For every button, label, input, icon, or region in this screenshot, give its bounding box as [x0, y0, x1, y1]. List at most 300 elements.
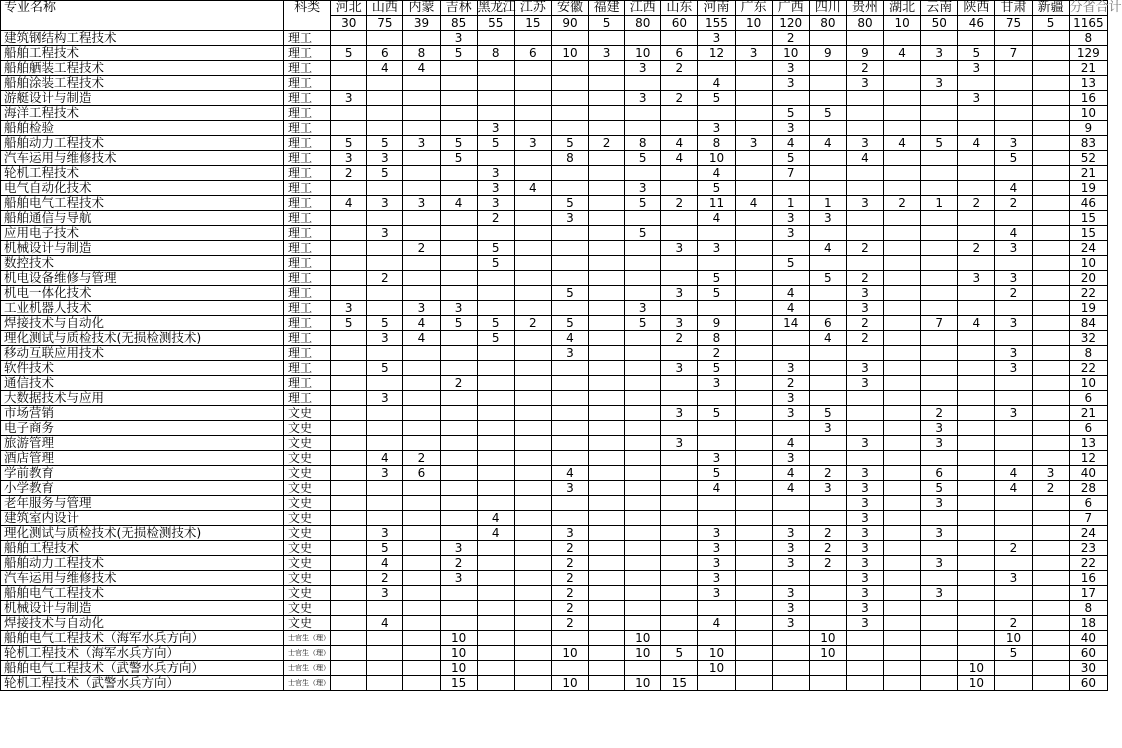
- quota-cell[interactable]: [331, 346, 367, 361]
- quota-cell[interactable]: 6: [514, 46, 551, 61]
- quota-cell[interactable]: [331, 646, 367, 661]
- quota-cell[interactable]: [995, 496, 1032, 511]
- quota-cell[interactable]: [331, 61, 367, 76]
- quota-cell[interactable]: 4: [958, 136, 995, 151]
- quota-cell[interactable]: 5: [331, 46, 367, 61]
- quota-cell[interactable]: [440, 181, 477, 196]
- quota-cell[interactable]: [514, 241, 551, 256]
- quota-cell[interactable]: [1032, 286, 1069, 301]
- quota-cell[interactable]: [1032, 151, 1069, 166]
- quota-cell[interactable]: 3: [551, 211, 588, 226]
- quota-cell[interactable]: [1032, 376, 1069, 391]
- quota-cell[interactable]: [625, 541, 661, 556]
- quota-cell[interactable]: [440, 91, 477, 106]
- quota-cell[interactable]: [551, 121, 588, 136]
- quota-cell[interactable]: [589, 376, 625, 391]
- quota-cell[interactable]: [514, 466, 551, 481]
- quota-cell[interactable]: 3: [551, 346, 588, 361]
- quota-cell[interactable]: [921, 211, 958, 226]
- quota-cell[interactable]: [440, 421, 477, 436]
- quota-cell[interactable]: 15: [661, 676, 698, 691]
- row-total-cell[interactable]: 129: [1069, 46, 1107, 61]
- quota-cell[interactable]: [477, 586, 514, 601]
- quota-cell[interactable]: 7: [921, 316, 958, 331]
- quota-cell[interactable]: [809, 151, 846, 166]
- quota-cell[interactable]: [735, 91, 772, 106]
- quota-cell[interactable]: [661, 481, 698, 496]
- province-header[interactable]: 福建: [589, 1, 625, 16]
- quota-cell[interactable]: [331, 256, 367, 271]
- quota-cell[interactable]: [403, 556, 440, 571]
- quota-cell[interactable]: [772, 631, 809, 646]
- quota-cell[interactable]: [921, 31, 958, 46]
- quota-cell[interactable]: [995, 121, 1032, 136]
- quota-cell[interactable]: 2: [1032, 481, 1069, 496]
- quota-cell[interactable]: [661, 661, 698, 676]
- quota-cell[interactable]: [477, 271, 514, 286]
- province-header[interactable]: 广西: [772, 1, 809, 16]
- quota-cell[interactable]: 9: [846, 46, 883, 61]
- quota-cell[interactable]: [514, 76, 551, 91]
- quota-cell[interactable]: 3: [698, 586, 735, 601]
- quota-cell[interactable]: [625, 586, 661, 601]
- major-name-cell[interactable]: 焊接技术与自动化: [1, 616, 284, 631]
- quota-cell[interactable]: [477, 616, 514, 631]
- category-cell[interactable]: 理工: [284, 46, 331, 61]
- province-header[interactable]: 贵州: [846, 1, 883, 16]
- quota-cell[interactable]: 3: [661, 241, 698, 256]
- quota-cell[interactable]: [589, 76, 625, 91]
- quota-cell[interactable]: 3: [661, 286, 698, 301]
- quota-cell[interactable]: [625, 106, 661, 121]
- quota-cell[interactable]: 2: [995, 286, 1032, 301]
- quota-cell[interactable]: [661, 301, 698, 316]
- quota-cell[interactable]: 3: [367, 151, 403, 166]
- quota-cell[interactable]: [884, 391, 921, 406]
- quota-cell[interactable]: [331, 451, 367, 466]
- major-name-cell[interactable]: 船舶动力工程技术: [1, 556, 284, 571]
- quota-cell[interactable]: [846, 631, 883, 646]
- quota-cell[interactable]: [661, 391, 698, 406]
- quota-cell[interactable]: [846, 346, 883, 361]
- quota-cell[interactable]: [403, 406, 440, 421]
- row-total-cell[interactable]: 13: [1069, 76, 1107, 91]
- quota-cell[interactable]: [661, 556, 698, 571]
- quota-cell[interactable]: 4: [698, 211, 735, 226]
- quota-cell[interactable]: [589, 601, 625, 616]
- quota-cell[interactable]: [551, 361, 588, 376]
- quota-cell[interactable]: [1032, 541, 1069, 556]
- category-cell[interactable]: 理工: [284, 76, 331, 91]
- quota-cell[interactable]: [921, 121, 958, 136]
- quota-cell[interactable]: [995, 301, 1032, 316]
- quota-cell[interactable]: [514, 61, 551, 76]
- quota-cell[interactable]: 12: [698, 46, 735, 61]
- province-header[interactable]: 新疆: [1032, 1, 1069, 16]
- quota-cell[interactable]: 3: [772, 556, 809, 571]
- quota-cell[interactable]: 5: [477, 241, 514, 256]
- quota-cell[interactable]: [477, 661, 514, 676]
- quota-cell[interactable]: [589, 436, 625, 451]
- quota-cell[interactable]: 3: [846, 76, 883, 91]
- quota-cell[interactable]: 2: [698, 346, 735, 361]
- major-name-cell[interactable]: 小学教育: [1, 481, 284, 496]
- quota-cell[interactable]: [625, 481, 661, 496]
- quota-cell[interactable]: [921, 391, 958, 406]
- quota-cell[interactable]: [440, 211, 477, 226]
- quota-cell[interactable]: [331, 586, 367, 601]
- quota-cell[interactable]: [995, 31, 1032, 46]
- quota-cell[interactable]: 5: [958, 46, 995, 61]
- quota-cell[interactable]: [884, 301, 921, 316]
- quota-cell[interactable]: [589, 196, 625, 211]
- quota-cell[interactable]: 3: [772, 76, 809, 91]
- quota-cell[interactable]: 3: [846, 376, 883, 391]
- quota-cell[interactable]: [589, 106, 625, 121]
- quota-cell[interactable]: 9: [698, 316, 735, 331]
- quota-cell[interactable]: 3: [440, 571, 477, 586]
- major-name-cell[interactable]: 机械设计与制造: [1, 601, 284, 616]
- quota-cell[interactable]: [661, 211, 698, 226]
- quota-cell[interactable]: 3: [367, 391, 403, 406]
- quota-cell[interactable]: [625, 241, 661, 256]
- quota-cell[interactable]: [698, 601, 735, 616]
- quota-cell[interactable]: 10: [440, 661, 477, 676]
- quota-cell[interactable]: [995, 421, 1032, 436]
- quota-cell[interactable]: [661, 511, 698, 526]
- category-cell[interactable]: 文史: [284, 481, 331, 496]
- quota-cell[interactable]: [514, 586, 551, 601]
- major-name-cell[interactable]: 游艇设计与制造: [1, 91, 284, 106]
- province-quota-cell[interactable]: 85: [440, 16, 477, 31]
- quota-cell[interactable]: [403, 571, 440, 586]
- quota-cell[interactable]: 4: [698, 76, 735, 91]
- province-quota-cell[interactable]: 80: [846, 16, 883, 31]
- quota-cell[interactable]: [589, 406, 625, 421]
- quota-cell[interactable]: [514, 196, 551, 211]
- quota-cell[interactable]: [551, 451, 588, 466]
- quota-cell[interactable]: [589, 481, 625, 496]
- category-cell[interactable]: 文史: [284, 406, 331, 421]
- quota-cell[interactable]: [958, 121, 995, 136]
- quota-cell[interactable]: [514, 256, 551, 271]
- quota-cell[interactable]: 3: [995, 346, 1032, 361]
- quota-cell[interactable]: 3: [772, 226, 809, 241]
- quota-cell[interactable]: [958, 421, 995, 436]
- quota-cell[interactable]: [884, 151, 921, 166]
- quota-cell[interactable]: [661, 226, 698, 241]
- quota-cell[interactable]: [403, 436, 440, 451]
- quota-cell[interactable]: [735, 106, 772, 121]
- quota-cell[interactable]: [1032, 571, 1069, 586]
- quota-cell[interactable]: [331, 466, 367, 481]
- quota-cell[interactable]: [809, 451, 846, 466]
- quota-cell[interactable]: [514, 496, 551, 511]
- quota-cell[interactable]: 10: [958, 676, 995, 691]
- category-cell[interactable]: 理工: [284, 31, 331, 46]
- quota-cell[interactable]: [514, 376, 551, 391]
- major-name-cell[interactable]: 船舶通信与导航: [1, 211, 284, 226]
- quota-cell[interactable]: 3: [995, 271, 1032, 286]
- quota-cell[interactable]: [1032, 661, 1069, 676]
- quota-cell[interactable]: 3: [921, 496, 958, 511]
- quota-cell[interactable]: 2: [331, 166, 367, 181]
- quota-cell[interactable]: [403, 421, 440, 436]
- quota-cell[interactable]: 5: [772, 106, 809, 121]
- quota-cell[interactable]: 4: [661, 151, 698, 166]
- quota-cell[interactable]: [809, 256, 846, 271]
- quota-cell[interactable]: [772, 181, 809, 196]
- quota-cell[interactable]: [477, 466, 514, 481]
- quota-cell[interactable]: [884, 466, 921, 481]
- quota-cell[interactable]: [958, 361, 995, 376]
- quota-cell[interactable]: [625, 166, 661, 181]
- quota-cell[interactable]: [884, 571, 921, 586]
- quota-cell[interactable]: [589, 346, 625, 361]
- quota-cell[interactable]: 3: [698, 541, 735, 556]
- quota-cell[interactable]: [921, 541, 958, 556]
- quota-cell[interactable]: [809, 676, 846, 691]
- quota-cell[interactable]: [1032, 406, 1069, 421]
- quota-cell[interactable]: [403, 31, 440, 46]
- quota-cell[interactable]: [958, 211, 995, 226]
- quota-cell[interactable]: [440, 331, 477, 346]
- quota-cell[interactable]: [1032, 646, 1069, 661]
- major-name-cell[interactable]: 学前教育: [1, 466, 284, 481]
- province-header[interactable]: 广东: [735, 1, 772, 16]
- quota-cell[interactable]: [1032, 421, 1069, 436]
- quota-cell[interactable]: [367, 301, 403, 316]
- quota-cell[interactable]: 3: [846, 571, 883, 586]
- quota-cell[interactable]: [846, 211, 883, 226]
- quota-cell[interactable]: 14: [772, 316, 809, 331]
- row-total-cell[interactable]: 22: [1069, 556, 1107, 571]
- quota-cell[interactable]: [772, 646, 809, 661]
- category-cell[interactable]: 文史: [284, 571, 331, 586]
- quota-cell[interactable]: [477, 151, 514, 166]
- quota-cell[interactable]: 2: [809, 556, 846, 571]
- quota-cell[interactable]: 9: [809, 46, 846, 61]
- quota-cell[interactable]: 3: [477, 181, 514, 196]
- category-cell[interactable]: 文史: [284, 616, 331, 631]
- quota-cell[interactable]: [514, 106, 551, 121]
- quota-cell[interactable]: [735, 616, 772, 631]
- quota-cell[interactable]: 5: [809, 406, 846, 421]
- quota-cell[interactable]: [884, 31, 921, 46]
- quota-cell[interactable]: [809, 346, 846, 361]
- quota-cell[interactable]: [735, 556, 772, 571]
- quota-cell[interactable]: 4: [367, 556, 403, 571]
- quota-cell[interactable]: 5: [995, 646, 1032, 661]
- quota-cell[interactable]: [477, 286, 514, 301]
- quota-cell[interactable]: [514, 391, 551, 406]
- major-name-cell[interactable]: 船舶检验: [1, 121, 284, 136]
- quota-cell[interactable]: [367, 76, 403, 91]
- quota-cell[interactable]: [514, 661, 551, 676]
- quota-cell[interactable]: [514, 556, 551, 571]
- quota-cell[interactable]: [514, 421, 551, 436]
- quota-cell[interactable]: [589, 571, 625, 586]
- quota-cell[interactable]: [921, 91, 958, 106]
- quota-cell[interactable]: [589, 241, 625, 256]
- quota-cell[interactable]: [331, 421, 367, 436]
- quota-cell[interactable]: [477, 631, 514, 646]
- quota-cell[interactable]: [367, 121, 403, 136]
- quota-cell[interactable]: [809, 586, 846, 601]
- quota-cell[interactable]: [846, 661, 883, 676]
- quota-cell[interactable]: [367, 436, 403, 451]
- quota-cell[interactable]: [1032, 601, 1069, 616]
- total-column-header[interactable]: 分省合计: [1069, 0, 1122, 15]
- quota-cell[interactable]: 3: [661, 361, 698, 376]
- category-cell[interactable]: 理工: [284, 316, 331, 331]
- quota-cell[interactable]: [958, 511, 995, 526]
- category-cell[interactable]: 理工: [284, 301, 331, 316]
- quota-cell[interactable]: [809, 661, 846, 676]
- province-header[interactable]: 河南: [698, 1, 735, 16]
- quota-cell[interactable]: [589, 226, 625, 241]
- quota-cell[interactable]: 5: [698, 286, 735, 301]
- quota-cell[interactable]: [589, 316, 625, 331]
- category-cell[interactable]: 理工: [284, 331, 331, 346]
- quota-cell[interactable]: [735, 181, 772, 196]
- quota-cell[interactable]: 3: [625, 61, 661, 76]
- quota-cell[interactable]: 3: [846, 481, 883, 496]
- quota-cell[interactable]: [331, 226, 367, 241]
- quota-cell[interactable]: [846, 106, 883, 121]
- category-cell[interactable]: 文史: [284, 586, 331, 601]
- quota-cell[interactable]: [884, 616, 921, 631]
- quota-cell[interactable]: 3: [735, 136, 772, 151]
- row-total-cell[interactable]: 24: [1069, 526, 1107, 541]
- quota-cell[interactable]: [846, 256, 883, 271]
- quota-cell[interactable]: [514, 286, 551, 301]
- quota-cell[interactable]: [958, 601, 995, 616]
- quota-cell[interactable]: [884, 406, 921, 421]
- quota-cell[interactable]: [809, 61, 846, 76]
- category-cell[interactable]: 理工: [284, 166, 331, 181]
- quota-cell[interactable]: [589, 631, 625, 646]
- quota-cell[interactable]: 4: [331, 196, 367, 211]
- major-name-cell[interactable]: 轮机工程技术（海军水兵方向）: [1, 646, 284, 661]
- quota-cell[interactable]: 5: [698, 466, 735, 481]
- quota-cell[interactable]: [884, 631, 921, 646]
- quota-cell[interactable]: [589, 676, 625, 691]
- quota-cell[interactable]: [440, 601, 477, 616]
- category-cell[interactable]: 理工: [284, 361, 331, 376]
- quota-cell[interactable]: 4: [772, 481, 809, 496]
- quota-cell[interactable]: 2: [958, 196, 995, 211]
- quota-cell[interactable]: 3: [772, 121, 809, 136]
- quota-cell[interactable]: [884, 166, 921, 181]
- quota-cell[interactable]: 3: [625, 91, 661, 106]
- quota-cell[interactable]: [772, 496, 809, 511]
- quota-cell[interactable]: [995, 106, 1032, 121]
- quota-cell[interactable]: [440, 346, 477, 361]
- quota-cell[interactable]: [514, 526, 551, 541]
- quota-cell[interactable]: 2: [809, 466, 846, 481]
- province-quota-cell[interactable]: 90: [551, 16, 588, 31]
- quota-cell[interactable]: [477, 421, 514, 436]
- row-total-cell[interactable]: 16: [1069, 91, 1107, 106]
- quota-cell[interactable]: [809, 571, 846, 586]
- quota-cell[interactable]: 5: [367, 136, 403, 151]
- quota-cell[interactable]: 3: [514, 136, 551, 151]
- major-name-cell[interactable]: 船舶电气工程技术: [1, 196, 284, 211]
- quota-cell[interactable]: [661, 31, 698, 46]
- quota-cell[interactable]: [551, 31, 588, 46]
- quota-cell[interactable]: 3: [698, 376, 735, 391]
- quota-cell[interactable]: [995, 586, 1032, 601]
- quota-cell[interactable]: [809, 496, 846, 511]
- quota-cell[interactable]: [958, 331, 995, 346]
- quota-cell[interactable]: 4: [995, 181, 1032, 196]
- quota-cell[interactable]: 15: [440, 676, 477, 691]
- major-name-cell[interactable]: 老年服务与管理: [1, 496, 284, 511]
- quota-cell[interactable]: [921, 151, 958, 166]
- quota-cell[interactable]: [846, 226, 883, 241]
- quota-cell[interactable]: [735, 406, 772, 421]
- quota-cell[interactable]: [589, 616, 625, 631]
- quota-cell[interactable]: 3: [846, 196, 883, 211]
- quota-cell[interactable]: [735, 31, 772, 46]
- quota-cell[interactable]: [884, 346, 921, 361]
- quota-cell[interactable]: 10: [809, 631, 846, 646]
- quota-cell[interactable]: [884, 91, 921, 106]
- quota-cell[interactable]: [884, 361, 921, 376]
- quota-cell[interactable]: 10: [440, 631, 477, 646]
- quota-cell[interactable]: [403, 106, 440, 121]
- quota-cell[interactable]: [403, 151, 440, 166]
- quota-cell[interactable]: [477, 61, 514, 76]
- quota-cell[interactable]: 3: [921, 76, 958, 91]
- quota-cell[interactable]: [772, 91, 809, 106]
- quota-cell[interactable]: [735, 61, 772, 76]
- quota-cell[interactable]: [698, 301, 735, 316]
- quota-cell[interactable]: [735, 541, 772, 556]
- quota-cell[interactable]: 4: [698, 166, 735, 181]
- quota-cell[interactable]: [331, 511, 367, 526]
- quota-cell[interactable]: [735, 256, 772, 271]
- quota-cell[interactable]: [625, 526, 661, 541]
- quota-cell[interactable]: [958, 526, 995, 541]
- province-header[interactable]: 安徽: [551, 1, 588, 16]
- quota-cell[interactable]: 10: [625, 46, 661, 61]
- quota-cell[interactable]: [884, 256, 921, 271]
- quota-cell[interactable]: 3: [331, 91, 367, 106]
- quota-cell[interactable]: [958, 106, 995, 121]
- quota-cell[interactable]: [477, 106, 514, 121]
- quota-cell[interactable]: 4: [809, 331, 846, 346]
- quota-cell[interactable]: [958, 631, 995, 646]
- quota-cell[interactable]: [1032, 226, 1069, 241]
- quota-cell[interactable]: [1032, 31, 1069, 46]
- quota-cell[interactable]: 4: [809, 136, 846, 151]
- quota-cell[interactable]: [551, 226, 588, 241]
- quota-cell[interactable]: 5: [367, 166, 403, 181]
- major-name-cell[interactable]: 船舶电气工程技术（海军水兵方向）: [1, 631, 284, 646]
- quota-cell[interactable]: [403, 166, 440, 181]
- quota-cell[interactable]: [589, 91, 625, 106]
- quota-cell[interactable]: 4: [995, 226, 1032, 241]
- quota-cell[interactable]: 2: [403, 241, 440, 256]
- quota-cell[interactable]: [551, 631, 588, 646]
- quota-cell[interactable]: [403, 616, 440, 631]
- quota-cell[interactable]: [846, 391, 883, 406]
- row-total-cell[interactable]: 52: [1069, 151, 1107, 166]
- major-name-cell[interactable]: 机电设备维修与管理: [1, 271, 284, 286]
- quota-cell[interactable]: 10: [625, 676, 661, 691]
